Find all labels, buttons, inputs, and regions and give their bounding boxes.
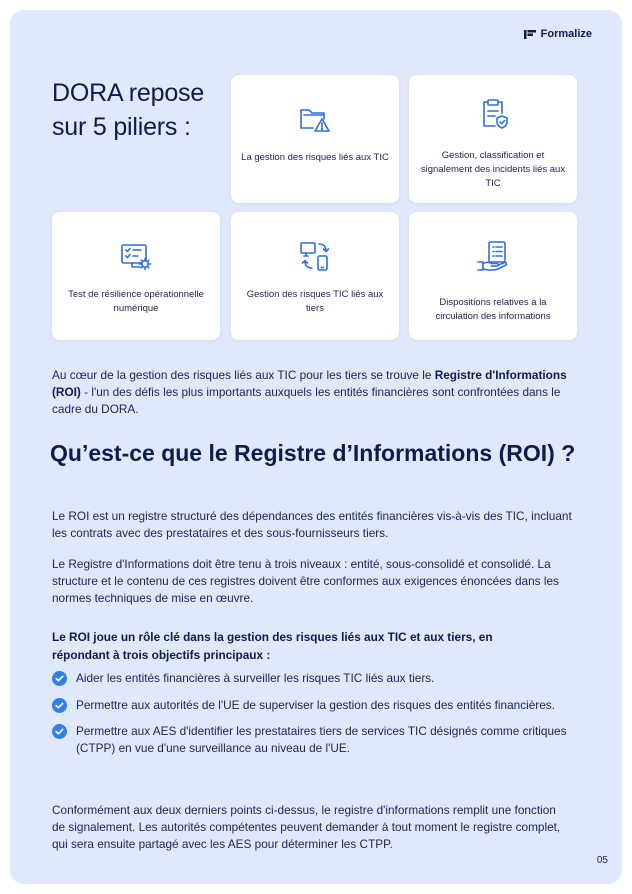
formalize-logo-icon xyxy=(524,30,536,39)
body-paragraph: Le ROI est un registre structuré des dépendances des entités financières vis-à-vis des TIC, incluant les contrats avec des prestataires et des sous-fournisseurs tiers. xyxy=(52,509,572,540)
pillar-label: Gestion, classification et signalement des incidents liés aux TIC xyxy=(420,150,566,189)
pillar-label: La gestion des risques liés aux TIC xyxy=(241,152,389,163)
check-circle-icon xyxy=(52,698,67,713)
objectives-list xyxy=(52,670,572,757)
check-circle-icon xyxy=(52,671,67,686)
list-item xyxy=(52,697,572,714)
pillar-label: Test de résilience opérationnelle numérique xyxy=(68,289,204,314)
devices-sync-icon xyxy=(297,238,333,274)
conclusion-paragraph: Conformément aux deux derniers points ci-dessus, le registre d'informations remplit une fonction de signalement. Les autorités compétentes peuvent demander à tout moment le registre complet, qui sera ensuite partagé avec les AES pour déterminer les CTPP. xyxy=(52,803,561,851)
clipboard-shield-icon xyxy=(475,95,511,131)
pillar-card-resilience-testing xyxy=(52,212,220,340)
intro-emphasis: Registre d'Informations (ROI) xyxy=(52,368,567,399)
list-item xyxy=(52,670,572,687)
list-item-text: Permettre aux AES d'identifier les prestataires tiers de services TIC désignés comme critiques (CTPP) en vue d'une surveillance au niveau de l'UE. xyxy=(76,724,567,755)
page-number: 05 xyxy=(596,855,608,866)
hand-document-icon xyxy=(475,238,511,274)
pillar-card-risk-management xyxy=(231,75,399,203)
folder-warning-icon xyxy=(297,101,333,137)
list-item-text: Permettre aux autorités de l'UE de superviser la gestion des risques des entités financières. xyxy=(76,698,555,712)
intro-text-end: - l'un des défis les plus importants auxquels les entités financières sont confrontées dans le cadre du DORA. xyxy=(52,385,561,416)
pillar-card-incidents xyxy=(409,75,577,203)
page-title: DORA repose sur 5 piliers : xyxy=(52,79,205,141)
pillar-card-information-sharing xyxy=(409,212,577,340)
list-item-text: Aider les entités financières à surveiller les risques TIC liés aux tiers. xyxy=(76,671,435,685)
objectives-intro: Le ROI joue un rôle clé dans la gestion des risques liés aux TIC et aux tiers, en répondant à trois objectifs principaux : xyxy=(52,630,493,662)
section-heading: Qu’est-ce que le Registre d’Informations (ROI) ? xyxy=(50,440,576,466)
list-item xyxy=(52,723,572,757)
pillar-label: Dispositions relatives à la circulation des informations xyxy=(435,297,551,322)
brand-name: Formalize xyxy=(540,28,592,40)
check-circle-icon xyxy=(52,724,67,739)
pillar-label: Gestion des risques TIC liés aux tiers xyxy=(246,289,384,314)
pillar-card-third-party xyxy=(231,212,399,340)
intro-paragraph xyxy=(52,367,582,418)
brand xyxy=(524,28,592,40)
document-page xyxy=(10,10,622,884)
body-paragraph: Le Registre d'Informations doit être tenu à trois niveaux : entité, sous-consolidé et consolidé. La structure et le contenu de ces registres doivent être conformes aux exigences énoncées dans les normes techniques de mise en œuvre. xyxy=(52,557,559,605)
intro-text: Au cœur de la gestion des risques liés aux TIC pour les tiers se trouve le xyxy=(52,368,435,382)
checklist-gear-icon xyxy=(118,238,154,274)
